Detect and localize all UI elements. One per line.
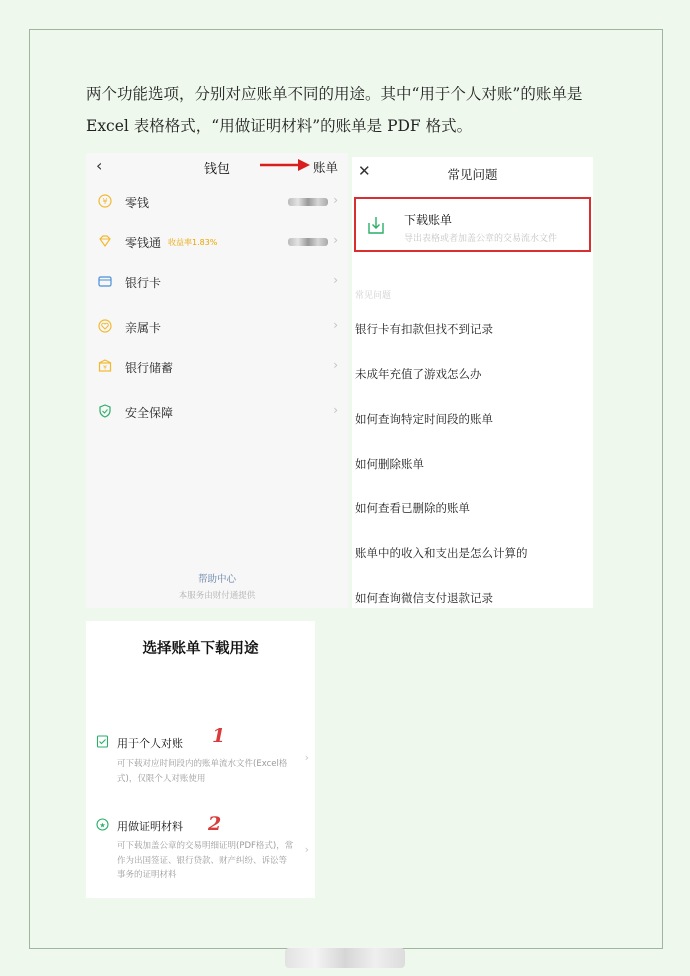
red-arrow-icon [260,159,310,171]
wallet-item-bankcard[interactable] [86,271,348,295]
faq-question[interactable]: 如何删除账单 [355,457,424,471]
faq-question[interactable]: 银行卡有扣款但找不到记录 [355,322,493,336]
svg-text:¥: ¥ [103,364,107,372]
back-icon[interactable]: ‹ [96,156,103,175]
purpose-option-label: 用于个人对账 [117,737,183,750]
wallet-item-family-card[interactable] [86,316,348,340]
blurred-balance [288,198,328,206]
faq-question[interactable]: 如何查询特定时间段的账单 [355,412,493,426]
yield-rate: 收益率1.83% [168,238,218,247]
faq-section-label: 常见问题 [355,291,392,301]
wallet-item-label: 零钱 [125,196,150,210]
chevron-right-icon: › [333,233,338,247]
card-icon [98,274,112,288]
chevron-right-icon: › [304,843,309,856]
faq-title: 常见问题 [447,167,498,182]
coin-icon [98,194,112,208]
wallet-item-label: 安全保障 [125,406,174,420]
download-icon [366,215,386,235]
chevron-right-icon: › [304,751,309,764]
help-center-link[interactable]: 帮助中心 [197,574,236,585]
download-bill-subtitle: 导出表格或者加盖公章的交易流水文件 [404,234,558,244]
purpose-option-desc: 可下载对应时间段内的账单流水文件(Excel格式)，仅限个人对账使用 [117,759,288,784]
shield-icon [98,404,112,418]
wallet-screen [86,153,348,608]
blurred-balance [288,238,328,246]
svg-text:¥: ¥ [102,197,108,206]
blurred-watermark [285,948,405,968]
annotation-number: 2 [208,813,222,835]
purpose-title: 选择账单下载用途 [142,641,259,657]
faq-question[interactable]: 账单中的收入和支出是怎么计算的 [355,546,528,560]
wallet-item-savings[interactable] [86,356,348,380]
download-bill-item[interactable] [354,197,591,252]
faq-question[interactable]: 如何查询微信支付退款记录 [355,591,493,605]
chevron-right-icon: › [333,358,338,372]
wallet-item-label: 银行卡 [125,276,162,290]
checklist-icon [96,735,109,748]
chevron-right-icon: › [333,273,338,287]
faq-screen [352,157,593,608]
chevron-right-icon: › [333,403,338,417]
faq-question[interactable]: 如何查看已删除的账单 [355,501,470,515]
bill-link[interactable]: 账单 [312,160,338,175]
wallet-item-security[interactable] [86,401,348,425]
provider-note: 本服务由财付通提供 [178,591,256,601]
wallet-title: 钱包 [203,162,230,177]
wallet-item-lqt[interactable] [86,231,348,255]
close-icon[interactable]: ✕ [358,162,371,180]
download-bill-title: 下载账单 [404,213,453,227]
wallet-item-change[interactable] [86,191,348,215]
purpose-screen [86,621,315,898]
wallet-item-label: 银行储蓄 [125,361,174,375]
svg-text:★: ★ [99,821,106,830]
purpose-option-label: 用做证明材料 [117,820,183,833]
diamond-icon [98,234,112,248]
savings-icon [98,359,112,373]
wallet-item-label: 零钱通 [125,236,162,250]
purpose-option-desc: 可下载加盖公章的交易明细证明(PDF格式)，常作为出国签证、银行贷款、财产纠纷、诉讼等事务的证明材料 [117,841,294,880]
annotation-number: 1 [212,725,226,747]
chevron-right-icon: › [333,318,338,332]
intro-paragraph: 两个功能选项，分别对应账单不同的用途。其中“用于个人对账”的账单是 Excel 表格格式，“用做证明材料”的账单是 PDF 格式。 [86,85,583,135]
wallet-item-label: 亲属卡 [125,321,162,335]
heart-card-icon [98,319,112,333]
chevron-right-icon: › [333,193,338,207]
faq-question[interactable]: 未成年充值了游戏怎么办 [355,367,482,381]
stamp-icon [96,818,109,831]
wallet-header [86,153,348,181]
